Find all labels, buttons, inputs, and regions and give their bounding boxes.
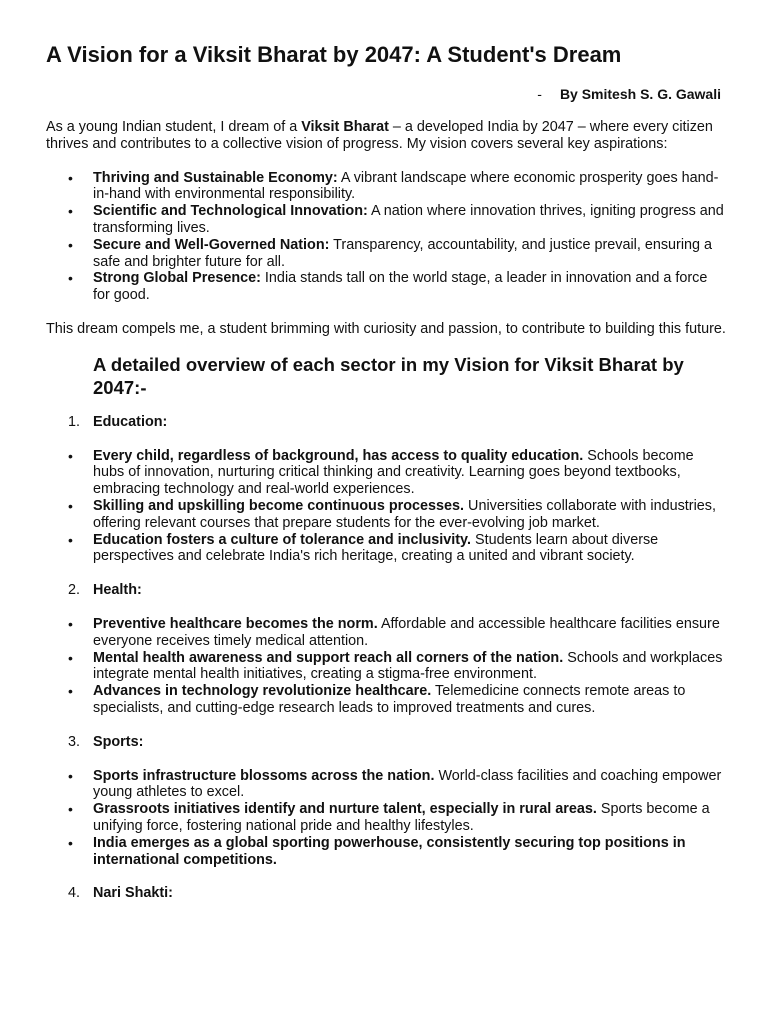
list-item: • Thriving and Sustainable Economy: A vibrant landscape where economic prosperity goes hand-in-hand with environmental responsibility. bbox=[68, 169, 719, 203]
closing-paragraph: This dream compels me, a student brimming with curiosity and passion, to contribute to building this future. bbox=[46, 320, 726, 337]
bullet-icon: • bbox=[68, 236, 73, 253]
bullet-icon: • bbox=[68, 497, 73, 514]
section-label-education: 1. Education: bbox=[68, 413, 168, 430]
bullet-icon: • bbox=[68, 203, 73, 220]
list-item: • Mental health awareness and support reach all corners of the nation. Schools and workplaces integrate mental health initiatives, creating a stigma-free environment. bbox=[68, 649, 723, 683]
section-label-nari-shakti: 4. Nari Shakti: bbox=[68, 885, 173, 902]
list-item: • Advances in technology revolutionize healthcare. Telemedicine connects remote areas to specialists, and cutting-edge research leads to improved treatments and cures. bbox=[68, 683, 686, 716]
document-body bbox=[46, 119, 726, 902]
bullet-icon: • bbox=[68, 615, 73, 632]
bullet-icon: • bbox=[68, 767, 73, 784]
list-item: • Every child, regardless of background, has access to quality education. Schools become hubs of innovation, nurturing critical thinking and creativity. Learning goes beyond textbooks, embracing technology and real-world experiences. bbox=[68, 447, 694, 498]
section-label-health: 2. Health: bbox=[68, 582, 142, 599]
intro-bold-term: Viksit Bharat bbox=[301, 119, 389, 135]
education-list bbox=[46, 448, 726, 566]
list-item: • Education fosters a culture of tolerance and inclusivity. Students learn about diverse perspectives and celebrate India's rich heritage, creating a united and vibrant society. bbox=[68, 531, 659, 565]
intro-text-before: As a young Indian student, I dream of a bbox=[46, 119, 302, 135]
section-number: 3. bbox=[68, 733, 81, 750]
section-number: 2. bbox=[68, 582, 81, 599]
list-item: • India emerges as a global sporting powerhouse, consistently securing top positions in international competitions. bbox=[68, 834, 686, 868]
intro-text-after: – a developed India by 2047 – where every citizen thrives and contributes to a collective vision of progress. My vision covers several key aspirations: bbox=[46, 119, 713, 152]
list-item: • Scientific and Technological Innovation: A nation where innovation thrives, igniting progress and transforming lives. bbox=[68, 203, 724, 236]
list-item: • Grassroots initiatives identify and nurture talent, especially in rural areas. Sports become a unifying force, fostering national pride and healthy lifestyles. bbox=[68, 801, 710, 834]
section-number: 1. bbox=[68, 413, 81, 430]
list-item: • Strong Global Presence: India stands tall on the world stage, a leader in innovation and a force for good. bbox=[68, 270, 708, 304]
sports-list bbox=[46, 768, 726, 869]
byline-dash: - bbox=[537, 86, 542, 102]
bullet-icon: • bbox=[68, 683, 73, 700]
list-item: • Secure and Well-Governed Nation: Transparency, accountability, and justice prevail, ensuring a safe and brighter future for all. bbox=[68, 236, 713, 270]
bullet-icon: • bbox=[68, 834, 73, 851]
bullet-icon: • bbox=[68, 531, 73, 548]
list-item: • Skilling and upskilling become continuous processes. Universities collaborate with industries, offering relevant courses that prepare students for the ever-evolving job market. bbox=[68, 497, 716, 531]
bullet-icon: • bbox=[68, 649, 73, 666]
byline bbox=[537, 85, 721, 103]
intro-paragraph bbox=[46, 119, 726, 153]
section-label-sports: 3. Sports: bbox=[68, 733, 144, 750]
section-number: 4. bbox=[68, 885, 81, 902]
bullet-icon: • bbox=[68, 169, 73, 186]
byline-author: By Smitesh S. G. Gawali bbox=[559, 86, 721, 102]
document-title: A Vision for a Viksit Bharat by 2047: A Student's Dream bbox=[46, 42, 622, 67]
aspirations-list bbox=[46, 170, 726, 304]
list-item: • Preventive healthcare becomes the norm. Affordable and accessible healthcare facilities ensure everyone receives timely medical attention. bbox=[68, 615, 720, 649]
list-item: • Sports infrastructure blossoms across the nation. World-class facilities and coaching empower young athletes to excel. bbox=[68, 767, 722, 801]
bullet-icon: • bbox=[68, 801, 73, 818]
health-list bbox=[46, 616, 726, 717]
bullet-icon: • bbox=[68, 270, 73, 287]
bullet-icon: • bbox=[68, 447, 73, 464]
section-heading: A detailed overview of each sector in my Vision for Viksit Bharat by 2047:- bbox=[93, 353, 684, 398]
